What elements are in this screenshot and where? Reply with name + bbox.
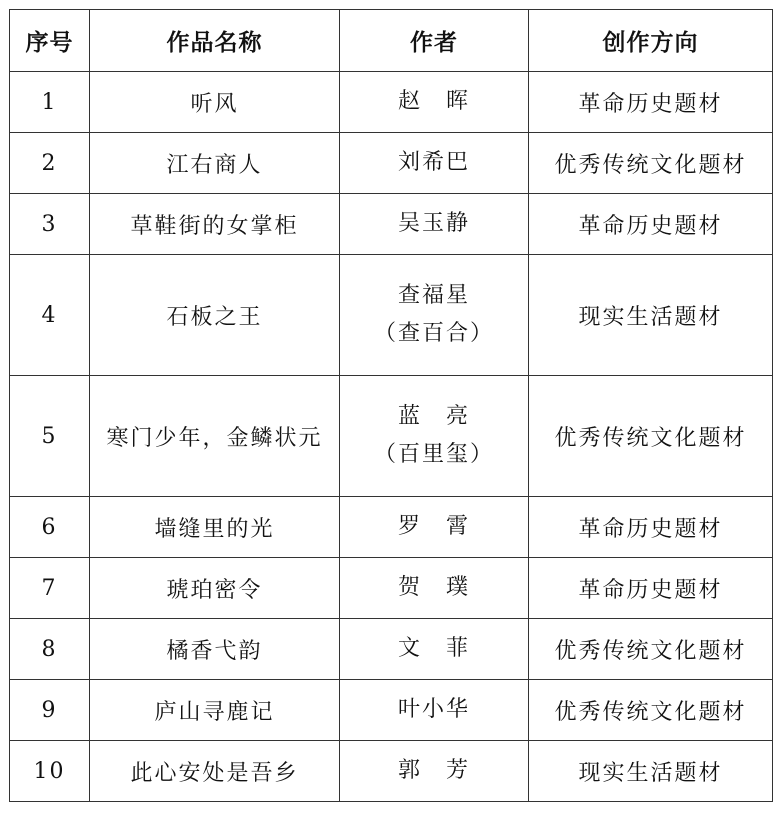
cell-title: 草鞋街的女掌柜 <box>90 194 340 255</box>
cell-number: 1 <box>10 72 90 133</box>
author-pen-name: （百里玺） <box>373 442 494 467</box>
cell-title: 琥珀密令 <box>90 558 340 619</box>
header-author: 作者 <box>340 10 529 72</box>
cell-direction: 优秀传统文化题材 <box>529 376 773 497</box>
cell-number: 4 <box>10 255 90 376</box>
cell-author <box>340 72 529 133</box>
cell-title: 江右商人 <box>90 133 340 194</box>
author-name: 罗 霄 <box>397 513 470 539</box>
table-row <box>10 619 773 680</box>
author-name: 吴玉静 <box>397 210 470 236</box>
cell-number: 7 <box>10 558 90 619</box>
cell-number: 6 <box>10 497 90 558</box>
table-row <box>10 133 773 194</box>
cell-author <box>340 680 529 741</box>
cell-title: 石板之王 <box>90 255 340 376</box>
author-name: 蓝 亮 <box>397 403 470 429</box>
cell-direction: 优秀传统文化题材 <box>529 680 773 741</box>
author-name: 郭 芳 <box>397 757 470 783</box>
cell-direction: 革命历史题材 <box>529 194 773 255</box>
cell-title: 听风 <box>90 72 340 133</box>
cell-direction: 革命历史题材 <box>529 558 773 619</box>
cell-title: 橘香弋韵 <box>90 619 340 680</box>
cell-number: 8 <box>10 619 90 680</box>
cell-direction: 革命历史题材 <box>529 72 773 133</box>
cell-author <box>340 376 529 497</box>
header-number: 序号 <box>10 10 90 72</box>
author-name: 贺 璞 <box>397 574 470 600</box>
cell-number: 10 <box>10 741 90 802</box>
author-pen-name: （查百合） <box>373 321 494 346</box>
cell-title: 庐山寻鹿记 <box>90 680 340 741</box>
cell-title: 寒门少年，金鳞状元 <box>90 376 340 497</box>
author-name: 文 菲 <box>397 635 470 661</box>
cell-direction: 优秀传统文化题材 <box>529 133 773 194</box>
table-row <box>10 497 773 558</box>
cell-number: 2 <box>10 133 90 194</box>
cell-author <box>340 558 529 619</box>
header-direction: 创作方向 <box>529 10 773 72</box>
cell-author <box>340 194 529 255</box>
cell-number: 9 <box>10 680 90 741</box>
cell-author <box>340 497 529 558</box>
table-row <box>10 255 773 376</box>
author-name: 刘希巴 <box>397 149 470 175</box>
cell-title: 墙缝里的光 <box>90 497 340 558</box>
table-row <box>10 194 773 255</box>
cell-author <box>340 133 529 194</box>
header-title: 作品名称 <box>90 10 340 72</box>
cell-author <box>340 619 529 680</box>
author-name: 查福星 <box>397 282 470 308</box>
works-table <box>9 9 773 802</box>
cell-direction: 现实生活题材 <box>529 255 773 376</box>
cell-direction: 优秀传统文化题材 <box>529 619 773 680</box>
cell-number: 5 <box>10 376 90 497</box>
cell-author <box>340 741 529 802</box>
table-row <box>10 72 773 133</box>
cell-direction: 革命历史题材 <box>529 497 773 558</box>
cell-author <box>340 255 529 376</box>
cell-direction: 现实生活题材 <box>529 741 773 802</box>
author-name: 叶小华 <box>397 696 470 722</box>
table-row <box>10 558 773 619</box>
table-row <box>10 680 773 741</box>
cell-number: 3 <box>10 194 90 255</box>
table-header-row <box>10 10 773 72</box>
table-row <box>10 376 773 497</box>
table-row <box>10 741 773 802</box>
author-name: 赵 晖 <box>397 88 470 114</box>
cell-title: 此心安处是吾乡 <box>90 741 340 802</box>
